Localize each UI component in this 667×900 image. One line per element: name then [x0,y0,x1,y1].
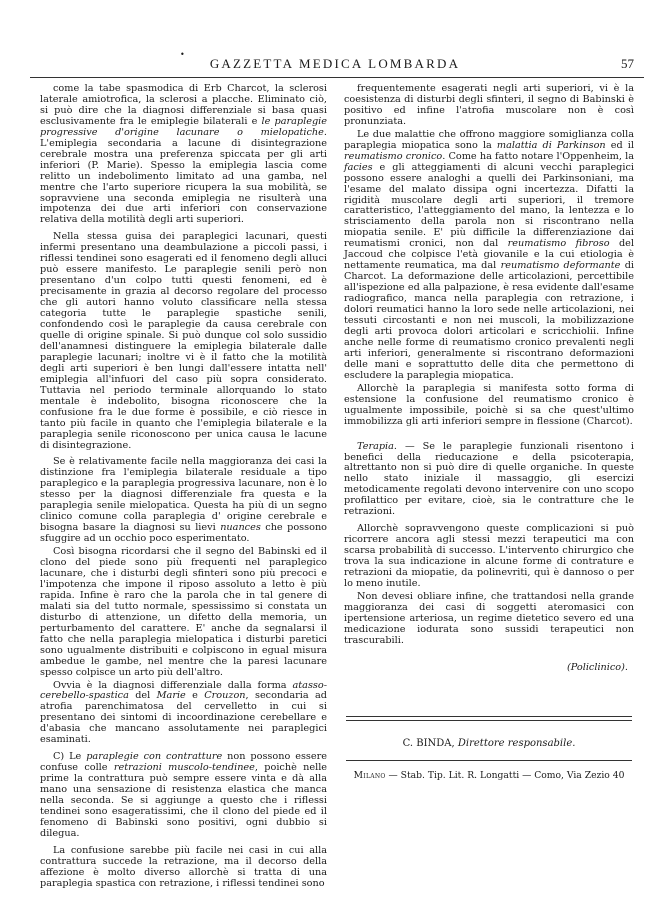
italic-run: Terapia. [357,440,398,452]
italic-run: malattia di Parkinson [496,139,606,151]
page-number: 57 [621,56,634,71]
text-run: Nella stessa guisa dei paraplegici lacunari, questi infermi presentano una deambulazione a piccoli passi, i riflessi tendinei sono esagerati ed il fenomeno degli alluci può essere manifesto. Le paraplegie senili però non presentano d'un colpo tutti questi fenomeni, ed è precisamente in grazia al decorso regolare del processo che gli autori hanno voluto classificare nella stessa categoria tutte le paraplegie spastiche senili, confondendo così le paraplegie da causa cerebrale con quelle di origine spinale. Si può dunque col solo sussidio dell'anamnesi distinguere la emiplegia bilaterale dalle paraplegie lacunari; inoltre vi è il fatto che la motilità degli arti superiori è ben lungi dall'essere intatta nell' emiplegia all'infuori del caso più sopra considerato. Tuttavia nel periodo terminale allorquando lo stato mentale è indebolito, bisogna riconoscere che la confusione fra le due forme è possibile, e ciò riesce in tanto più facile in quanto che l'emiplegia bilaterale e la paraplegia senile riconoscono per unica causa le lacune di disintegrazione. [40,231,327,451]
paragraph [344,384,634,428]
text-run: Non devesi obliare infine, che trattandosi nella grande maggioranza dei casi di soggetti ateromasici con ipertensione arteriosa, un regime dietetico severo ed una medicazione iodurata sono sussidi terapeutici non trascurabili. [344,590,634,646]
text-run: non possono essere confuse colle [40,751,327,774]
text-run: come la tabe spasmodica di Erb Charcot, la sclerosi laterale amiotrofica, la sclerosi a placche. Eliminato ciò, si può dire che la diagnosi differenziale si basa quasi esclusivamente fra le emiplegie bilaterali e [40,83,327,127]
text-run: La confusione sarebbe più facile nei casi in cui alla contrattura succede la retrazione, ma il decorso della affezione è molto diverso allorchè si tratta di una paraplegia spastica con retrazione, i riflessi tendinei sono [40,844,327,889]
running-header [30,50,640,74]
text-run: — Se le paraplegie funzionali risentono i benefici della rieducazione e della psicoterapia, altrettanto non si può dire di quelle organiche. In queste nello stato iniziale il massaggio, gli esercizi metodicamente regolati devono intervenire con uno scopo profilattico per evitare, cioè, sia le contratture che le retrazioni. [344,440,634,518]
italic-run: nuances [220,522,261,534]
paragraph [40,846,327,890]
text-run: . Come ha fatto notare l'Oppenheim, la [442,150,634,162]
text-run: del Jaccoud che colpisce l'età giovanile e la cui etiologia è nettamente reumatica, ma dal [344,238,634,272]
text-run: di Charcot. La deformazione delle articolazioni, percettibile all'ispezione ed alla palpazione, è resa evidente dall'esame radiografico, manca nella paraplegia con retrazione, i dolori reumatici hanno la loro sede nelle articolazioni, nei tessuti circostanti e non nei muscoli, la mobilizzazione degli arti provoca dolori articolari e scricchiolii. Infine anche nelle forme di reumatismo cronico prevalenti negli arti inferiori, generalmente si riscontrano deformazioni delle mani e soprattutto delle dita che permettono di escludere la paraplegia miopatica. [344,260,634,381]
paragraph [344,84,634,128]
header-rule [30,77,644,78]
italic-run: facies [344,161,373,173]
paragraph [40,681,327,747]
text-run: e [185,690,205,702]
paragraph [40,232,327,451]
text-run: frequentemente esagerati negli arti superiori, vi è la coesistenza di disturbi degli sfinteri, il segno di Babinski è positivo ed infine l'atrofia muscolare non è così pronunziata. [344,83,634,127]
journal-title: GAZZETTA MEDICA LOMBARDA [209,56,461,71]
text-run: e gli atteggiamenti di alcuni vecchi paraplegici possono essere analoghi a quelli dei Parkinsoniani, ma l'esame del malato dissipa ogni incertezza. Difatti la rigidità muscolare degli arti superiori, il tremore caratteristico, l'atteggiamento del mano, la lentezza e lo strisciamento della parola non si riscontrano nella miopatia senile. E' più difficile la differenziazione dai reumatismi cronici, non dal [344,161,634,250]
paragraph [344,592,634,647]
italic-run: le paraplegie progressive d'origine lacunare o mielopatiche [40,115,327,138]
italic-run: reumatismo cronico [344,150,443,162]
footer-rule-top-2 [346,720,632,721]
text-run: Allorchè sopravvengono queste complicazioni si può ricorrere ancora agli stessi mezzi terapeutici ma con scarsa probabilità di successo. L'intervento chirurgico che trova la sua indicazione in alcune forme di contrature e retrazioni da miopatie, da polinevriti, quì è dannoso o per lo meno inutile. [344,523,634,589]
paragraph [344,524,634,590]
italic-run: Marie [156,690,186,702]
italic-run: paraplegie con contratture [86,751,223,763]
italic-run: reumatismo fibroso [507,238,610,250]
right-column-body [344,84,634,647]
paragraph [40,84,327,226]
text-run: Le due malattie che offrono maggiore somiglianza colla paraplegia miopatica sono la [344,128,634,151]
text-run: Allorchè la paraplegia si manifesta sotto forma di estensione la confusione del reumatismo cronico è ugualmente impossibile, poichè si sa che quest'ultimo immobilizza gli arti inferiori sempre in flessione (Charcot). [344,382,634,427]
imprint-details: — Stab. Tip. Lit. R. Longatti — Como, Via Zezio 40 [385,770,625,781]
italic-run: atasso-cerebello-spastica [40,679,327,702]
text-run: , secondaria ad atrofia parenchimatosa del cervelletto in cui si presentano dei sintomi di incoordinazione cerebellare e d'abasia che mancano assolutamente nei paraplegici esaminati. [40,690,327,746]
text-run: ed il [605,139,634,151]
director-title: Direttore responsabile. [457,738,576,749]
text-run: Ovvia è la diagnosi differenziale dalla forma [53,679,293,691]
printer-imprint [344,770,634,781]
paragraph [344,130,634,382]
text-run: del [128,690,157,702]
paragraph [40,547,327,678]
text-run: Così bisogna ricordarsi che il segno del Babinski ed il clono del piede sono più frequenti nel paraplegico lacunare, che i disturbi degli sfinteri sono più precoci e l'impotenza che impone il riposo assoluto a letto è più rapida. Infine è raro che la parola che in tal genere di malati sia del tutto normale, spessissimo si constata un disturbo di attenzione, un difetto della memoria, un perturbamento del carattere. E' anche da segnalarsi il fatto che nella paraplegia mielopatica i disturbi paretici sono ugualmente distribuiti e colpiscono in egual misura ambedue le gambe, nel mentre che la paresi lacunare spesso colpisce un arto più dell'altro. [40,546,327,678]
footer-rule-top [346,716,632,717]
footer-rule-bottom [346,760,632,761]
text-run: che possono sfuggire ad un occhio poco esperimentato. [40,522,328,545]
text-run: , poichè nelle prime la contrattura può sempre essere vinta e dà alla mano una sensazione di resistenza elastica che manca nella seconda. Se si aggiunge a questo che i riflessi tendinei sono esageratissimi, che il clono del piede ed il fenomeno di Babinski sono positivi, ogni dubbio si dilegua. [40,762,328,839]
italic-run: reumatismo deformante [500,260,621,272]
italic-run: retrazioni muscolo-tendinee [113,762,255,774]
text-run: Se è relativamente facile nella maggioranza dei casi la distinzione fra l'emiplegia bilaterale residuale a tipo paraplegico e la paraplegia progressiva lacunare, non è lo stesso per la diagnosi differenziale fra questa e la paraplegia senile mielopatica. Questa ha più di un segno clinico comune colla paraplegia d' origine cerebrale e bisogna basare la diagnosi su lievi [40,456,327,534]
director-line [344,738,634,749]
paragraph [40,457,327,545]
right-column [344,84,634,674]
source-signature: (Policlinico). [566,661,628,673]
text-run: C) Le [53,751,87,763]
left-column [40,84,327,892]
paragraph [344,442,634,519]
header-mark: • [180,50,185,59]
director-name: C. BINDA, [402,738,455,749]
imprint-city: Milano [353,770,386,781]
paragraph [40,752,327,840]
italic-run: Crouzon [204,690,246,702]
text-run: . L'emiplegia secondaria a lacune di disintegrazione cerebrale mostra una preferenza spiccata per gli arti inferiori (P. Marie). Spesso la emiplegia lascia come relitto un indebolimento limitato ad una gamba, nel mentre che l'arto superiore ricupera la sua mobilità, se sopravviene una seconda emiplegia ne risulterà una impotenza dei due arti inferiori con conservazione relativa della motilità degli arti superiori. [40,126,327,226]
